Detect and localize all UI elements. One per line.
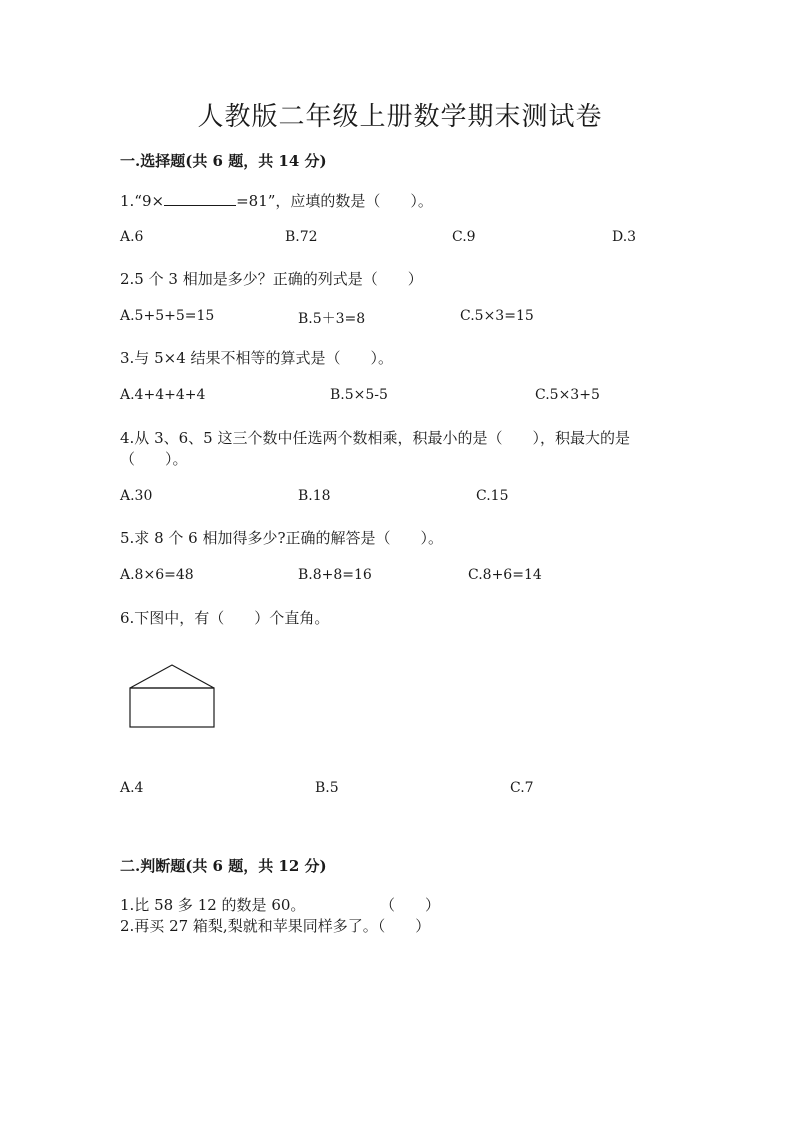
option-b: B.8+8=16 xyxy=(298,567,372,583)
option-c: C.5×3+5 xyxy=(535,387,600,403)
option-c: C.9 xyxy=(452,229,476,245)
option-c: C.5×3=15 xyxy=(460,308,534,324)
house-shape-figure xyxy=(125,660,220,732)
option-c: C.15 xyxy=(476,488,509,504)
option-d: D.3 xyxy=(612,229,637,245)
question-6: 6.下图中，有（ ）个直角。 xyxy=(120,609,330,627)
option-c: C.8+6=14 xyxy=(468,567,542,583)
judgement-question-2: 2.再买 27 箱梨,梨就和苹果同样多了。（ ） xyxy=(120,917,431,935)
question-1 xyxy=(120,190,433,211)
option-b: B.5×5-5 xyxy=(330,387,388,403)
option-a: A.4 xyxy=(120,780,144,796)
question-2: 2.5 个 3 相加是多少？正确的列式是（ ） xyxy=(120,270,423,288)
section-heading-judgement: 二.判断题(共 6 题，共 12 分) xyxy=(120,857,327,875)
option-b: B.5 xyxy=(315,780,339,796)
option-a: A.4+4+4+4 xyxy=(120,387,206,403)
section-heading-choice: 一.选择题(共 6 题，共 14 分) xyxy=(120,152,327,170)
question-4-line2: （ ）。 xyxy=(120,450,188,468)
option-b: B.5＋3=8 xyxy=(298,311,366,327)
question-1-pre: 1.“9× xyxy=(120,192,165,210)
question-5: 5.求 8 个 6 相加得多少?正确的解答是（ ）。 xyxy=(120,529,444,547)
question-4-line1: 4.从 3、6、5 这三个数中任选两个数相乘，积最小的是（ ），积最大的是 xyxy=(120,429,630,447)
question-3: 3.与 5×4 结果不相等的算式是（ ）。 xyxy=(120,349,394,367)
option-c: C.7 xyxy=(510,780,534,796)
option-a: A.5+5+5=15 xyxy=(120,308,215,324)
judgement-question-1: 1.比 58 多 12 的数是 60。 xyxy=(120,896,306,914)
option-b: B.72 xyxy=(285,229,318,245)
option-a: A.8×6=48 xyxy=(120,567,194,583)
answer-bracket: （ ） xyxy=(380,896,441,914)
option-a: A.6 xyxy=(120,229,144,245)
question-1-post: =81”，应填的数是（ ）。 xyxy=(236,192,433,210)
page-title: 人教版二年级上册数学期末测试卷 xyxy=(197,102,603,132)
option-b: B.18 xyxy=(298,488,331,504)
answer-blank xyxy=(164,191,236,206)
option-a: A.30 xyxy=(120,488,153,504)
